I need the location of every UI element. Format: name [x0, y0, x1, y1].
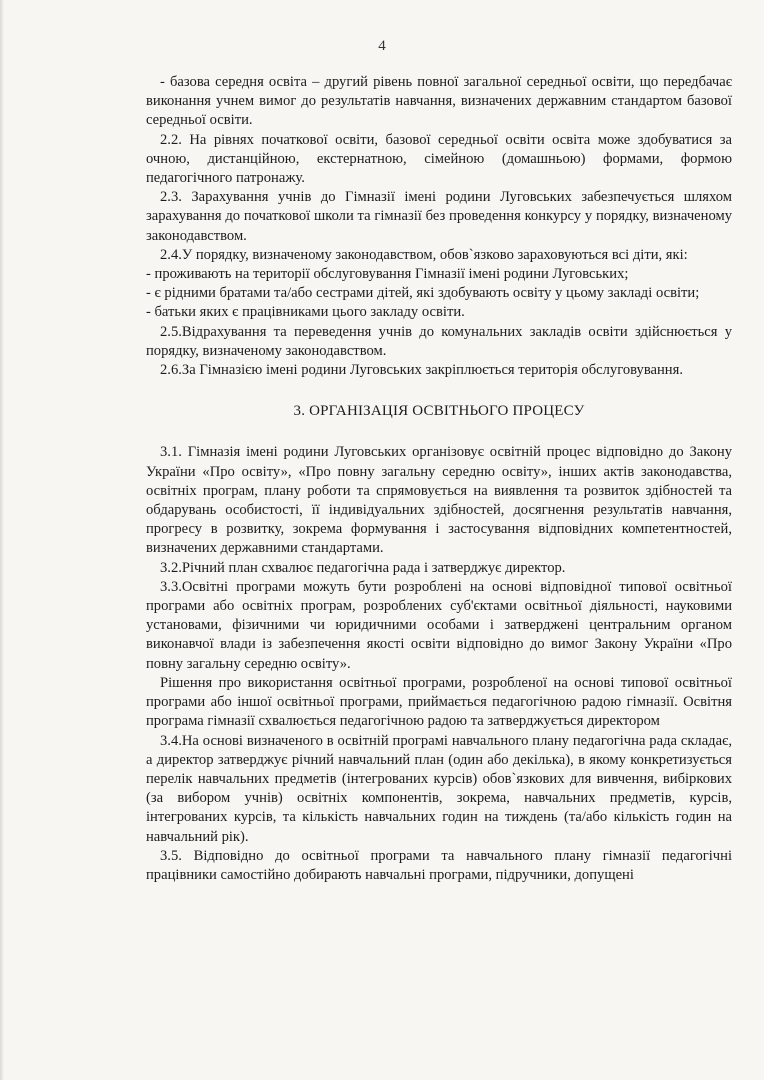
- paragraph: 2.4.У порядку, визначеному законодавством, обов`язково зараховуються всі діти, які:: [160, 246, 688, 263]
- scan-edge: [0, 0, 4, 1080]
- paragraph: 2.5.Відрахування та переведення учнів до комунальних закладів освіти здійснюється у порядку, визначеному законодавством.: [146, 323, 732, 359]
- paragraph: - базова середня освіта – другий рівень повної загальної середньої освіти, що передбачає виконання учнем вимог до результатів навчання, визначених державним стандартом базової середньої освіти.: [146, 74, 732, 129]
- list-item: - проживають на території обслуговування Гімназії імені родини Луговських;: [146, 266, 629, 283]
- list-item: - є рідними братами та/або сестрами дітей, які здобувають освіту у цьому закладі освіти;: [146, 285, 700, 302]
- paragraph: 2.3. Зарахування учнів до Гімназії імені родини Луговських забезпечується шляхом зарахування до початкової школи та гімназії без проведення конкурсу у порядку, визначеному законодавством.: [146, 189, 732, 244]
- list-item: - батьки яких є працівниками цього закладу освіти.: [146, 304, 465, 321]
- paragraph: Рішення про використання освітньої програми, розробленої на основі типової освітньої програми або іншої освітньої програми, приймається педагогічною радою гімназії. Освітня програма гімназії схвалюється педагогічною радою та затверджується директором: [146, 674, 732, 730]
- paragraph: 2.2. На рівнях початкової освіти, базової середньої освіти освіта може здобуватися за очною, дистанційною, екстернатною, сімейною (домашньою) формами, формою педагогічного патронажу.: [146, 131, 732, 187]
- paragraph: 3.4.На основі визначеного в освітній програмі навчального плану педагогічна рада складає, а директор затверджує річний навчальний план (один або декілька), в якому конкретизується перелік навчальних предметів (інтегрованих курсів) обов`язкових для вивчення, вибіркових (за вибором учнів) освітніх компонентів, зокрема, навчальних предметів, курсів, інтегрованих курсів, та кількість навчальних годин на тиждень (та/або кількість годин на навчальний рік).: [146, 732, 732, 845]
- page-number: 4: [378, 38, 386, 54]
- paragraph: 3.5. Відповідно до освітньої програми та навчального плану гімназії педагогічні працівники самостійно добирають навчальні програми, підручники, допущені: [146, 847, 732, 883]
- paragraph: 3.3.Освітні програми можуть бути розроблені на основі відповідної типової освітньої програми або освітніх програм, розроблених суб'єктами освітньої діяльності, науковими установами, фізичними чи юридичними особами і затверджені центральним органом виконавчої влади із забезпечення якості освіти відповідно до вимог Закону України «Про повну загальну середню освіту».: [146, 578, 732, 672]
- section-title: 3. ОРГАНІЗАЦІЯ ОСВІТНЬОГО ПРОЦЕСУ: [293, 403, 585, 420]
- document-body: [146, 73, 732, 885]
- paragraph: 2.6.За Гімназією імені родини Луговських закріплюється територія обслуговування.: [160, 362, 683, 379]
- paragraph: 3.2.Річний план схвалює педагогічна рада і затверджує директор.: [160, 559, 566, 576]
- paragraph: 3.1. Гімназія імені родини Луговських організовує освітній процес відповідно до Закону України «Про освіту», «Про повну загальну середню освіту», інших актів законодавства, освітніх програм, плану роботи та спрямовується на виявлення та розвиток здібностей та обдарувань особистості, її індивідуальних здібностей, досягнення результатів навчання, прогресу в розвитку, зокрема формування і застосування відповідних компетентностей, визначених державними стандартами.: [146, 444, 732, 557]
